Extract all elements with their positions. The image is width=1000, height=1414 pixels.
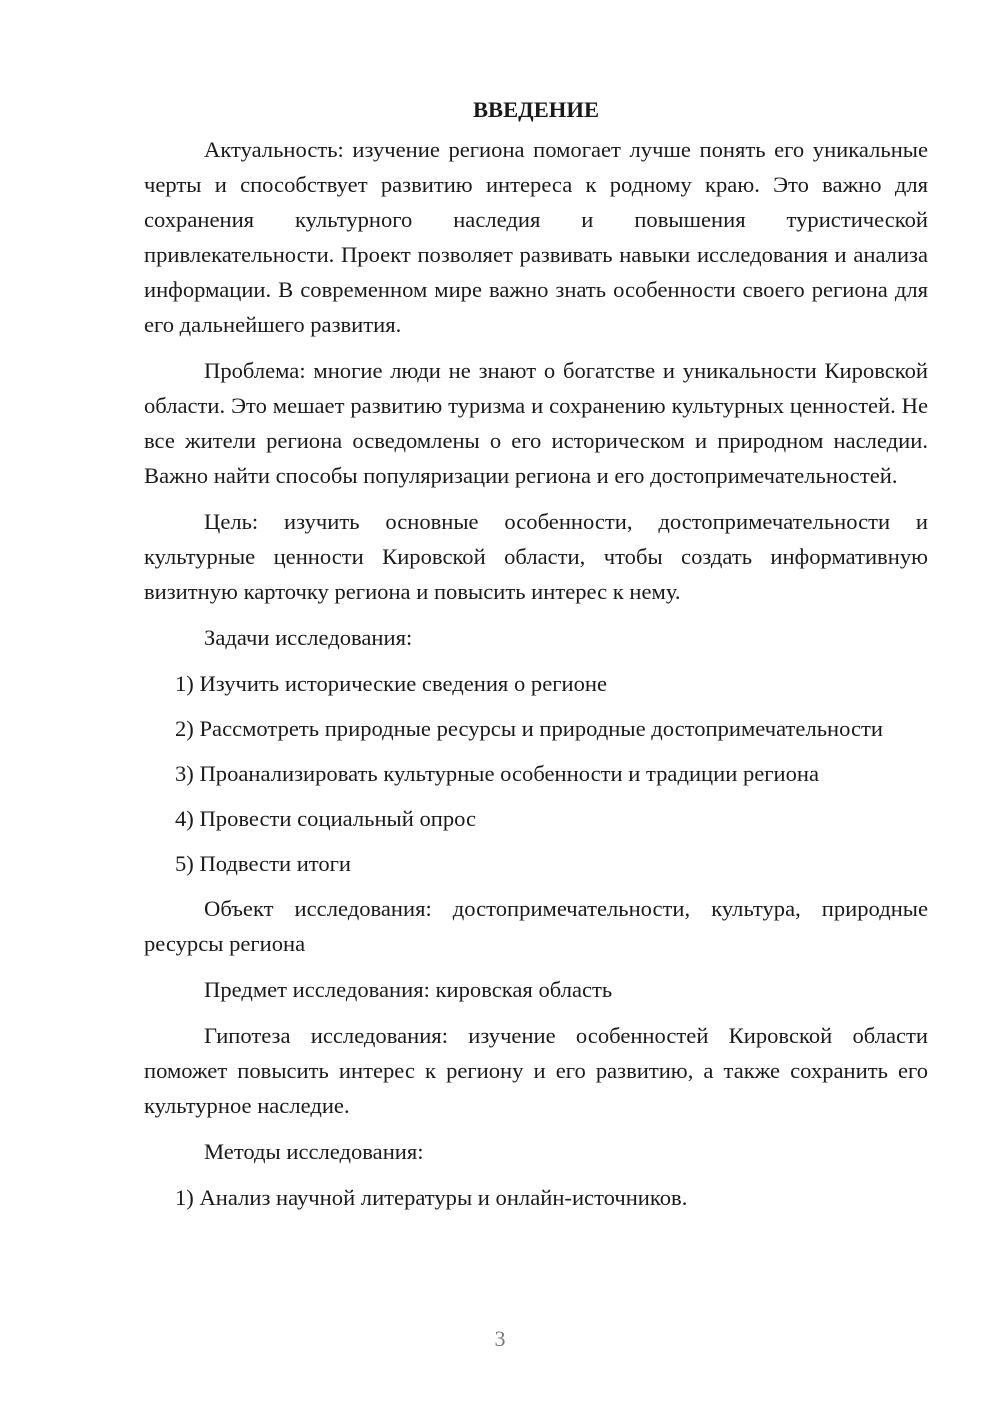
task-item-2: 2) Рассмотреть природные ресурсы и природные достопримечательности bbox=[175, 716, 883, 741]
task-item-3: 3) Проанализировать культурные особенности и традиции региона bbox=[175, 761, 820, 786]
page-title: ВВЕДЕНИЕ bbox=[472, 97, 600, 122]
paragraph-hypothesis: Гипотеза исследования: изучение особенностей Кировской области поможет повысить интерес к региону и его развитию, а также сохранить его культурное наследие. bbox=[144, 1023, 928, 1118]
paragraph-goal: Цель: изучить основные особенности, достопримечательности и культурные ценности Кировской области, чтобы создать информативную визитную карточку региона и повысить интерес к нему. bbox=[144, 509, 928, 604]
paragraph-subject: Предмет исследования: кировская область bbox=[204, 977, 613, 1002]
paragraph-object: Объект исследования: достопримечательности, культура, природные ресурсы региона bbox=[144, 896, 928, 956]
task-item-1: 1) Изучить исторические сведения о регионе bbox=[175, 671, 608, 696]
methods-heading: Методы исследования: bbox=[204, 1139, 424, 1164]
task-item-4: 4) Провести социальный опрос bbox=[175, 806, 477, 831]
task-item-5: 5) Подвести итоги bbox=[175, 851, 352, 876]
document-page bbox=[144, 92, 928, 1225]
tasks-heading: Задачи исследования: bbox=[204, 625, 413, 650]
paragraph-problem: Проблема: многие люди не знают о богатстве и уникальности Кировской области. Это мешает развитию туризма и сохранению культурных ценностей. Не все жители региона осведомлены о его историческом и природном наследии. Важно найти способы популяризации региона и его достопримечательностей. bbox=[144, 358, 928, 488]
page-number: 3 bbox=[494, 1326, 506, 1351]
paragraph-relevance: Актуальность: изучение региона помогает лучше понять его уникальные черты и способствует развитию интереса к родному краю. Это важно для сохранения культурного наследия и повышения туристической привлекательности. Проект позволяет развивать навыки исследования и анализа информации. В современном мире важно знать особенности своего региона для его дальнейшего развития. bbox=[144, 137, 928, 337]
method-item-1: 1) Анализ научной литературы и онлайн-источников. bbox=[175, 1185, 688, 1210]
